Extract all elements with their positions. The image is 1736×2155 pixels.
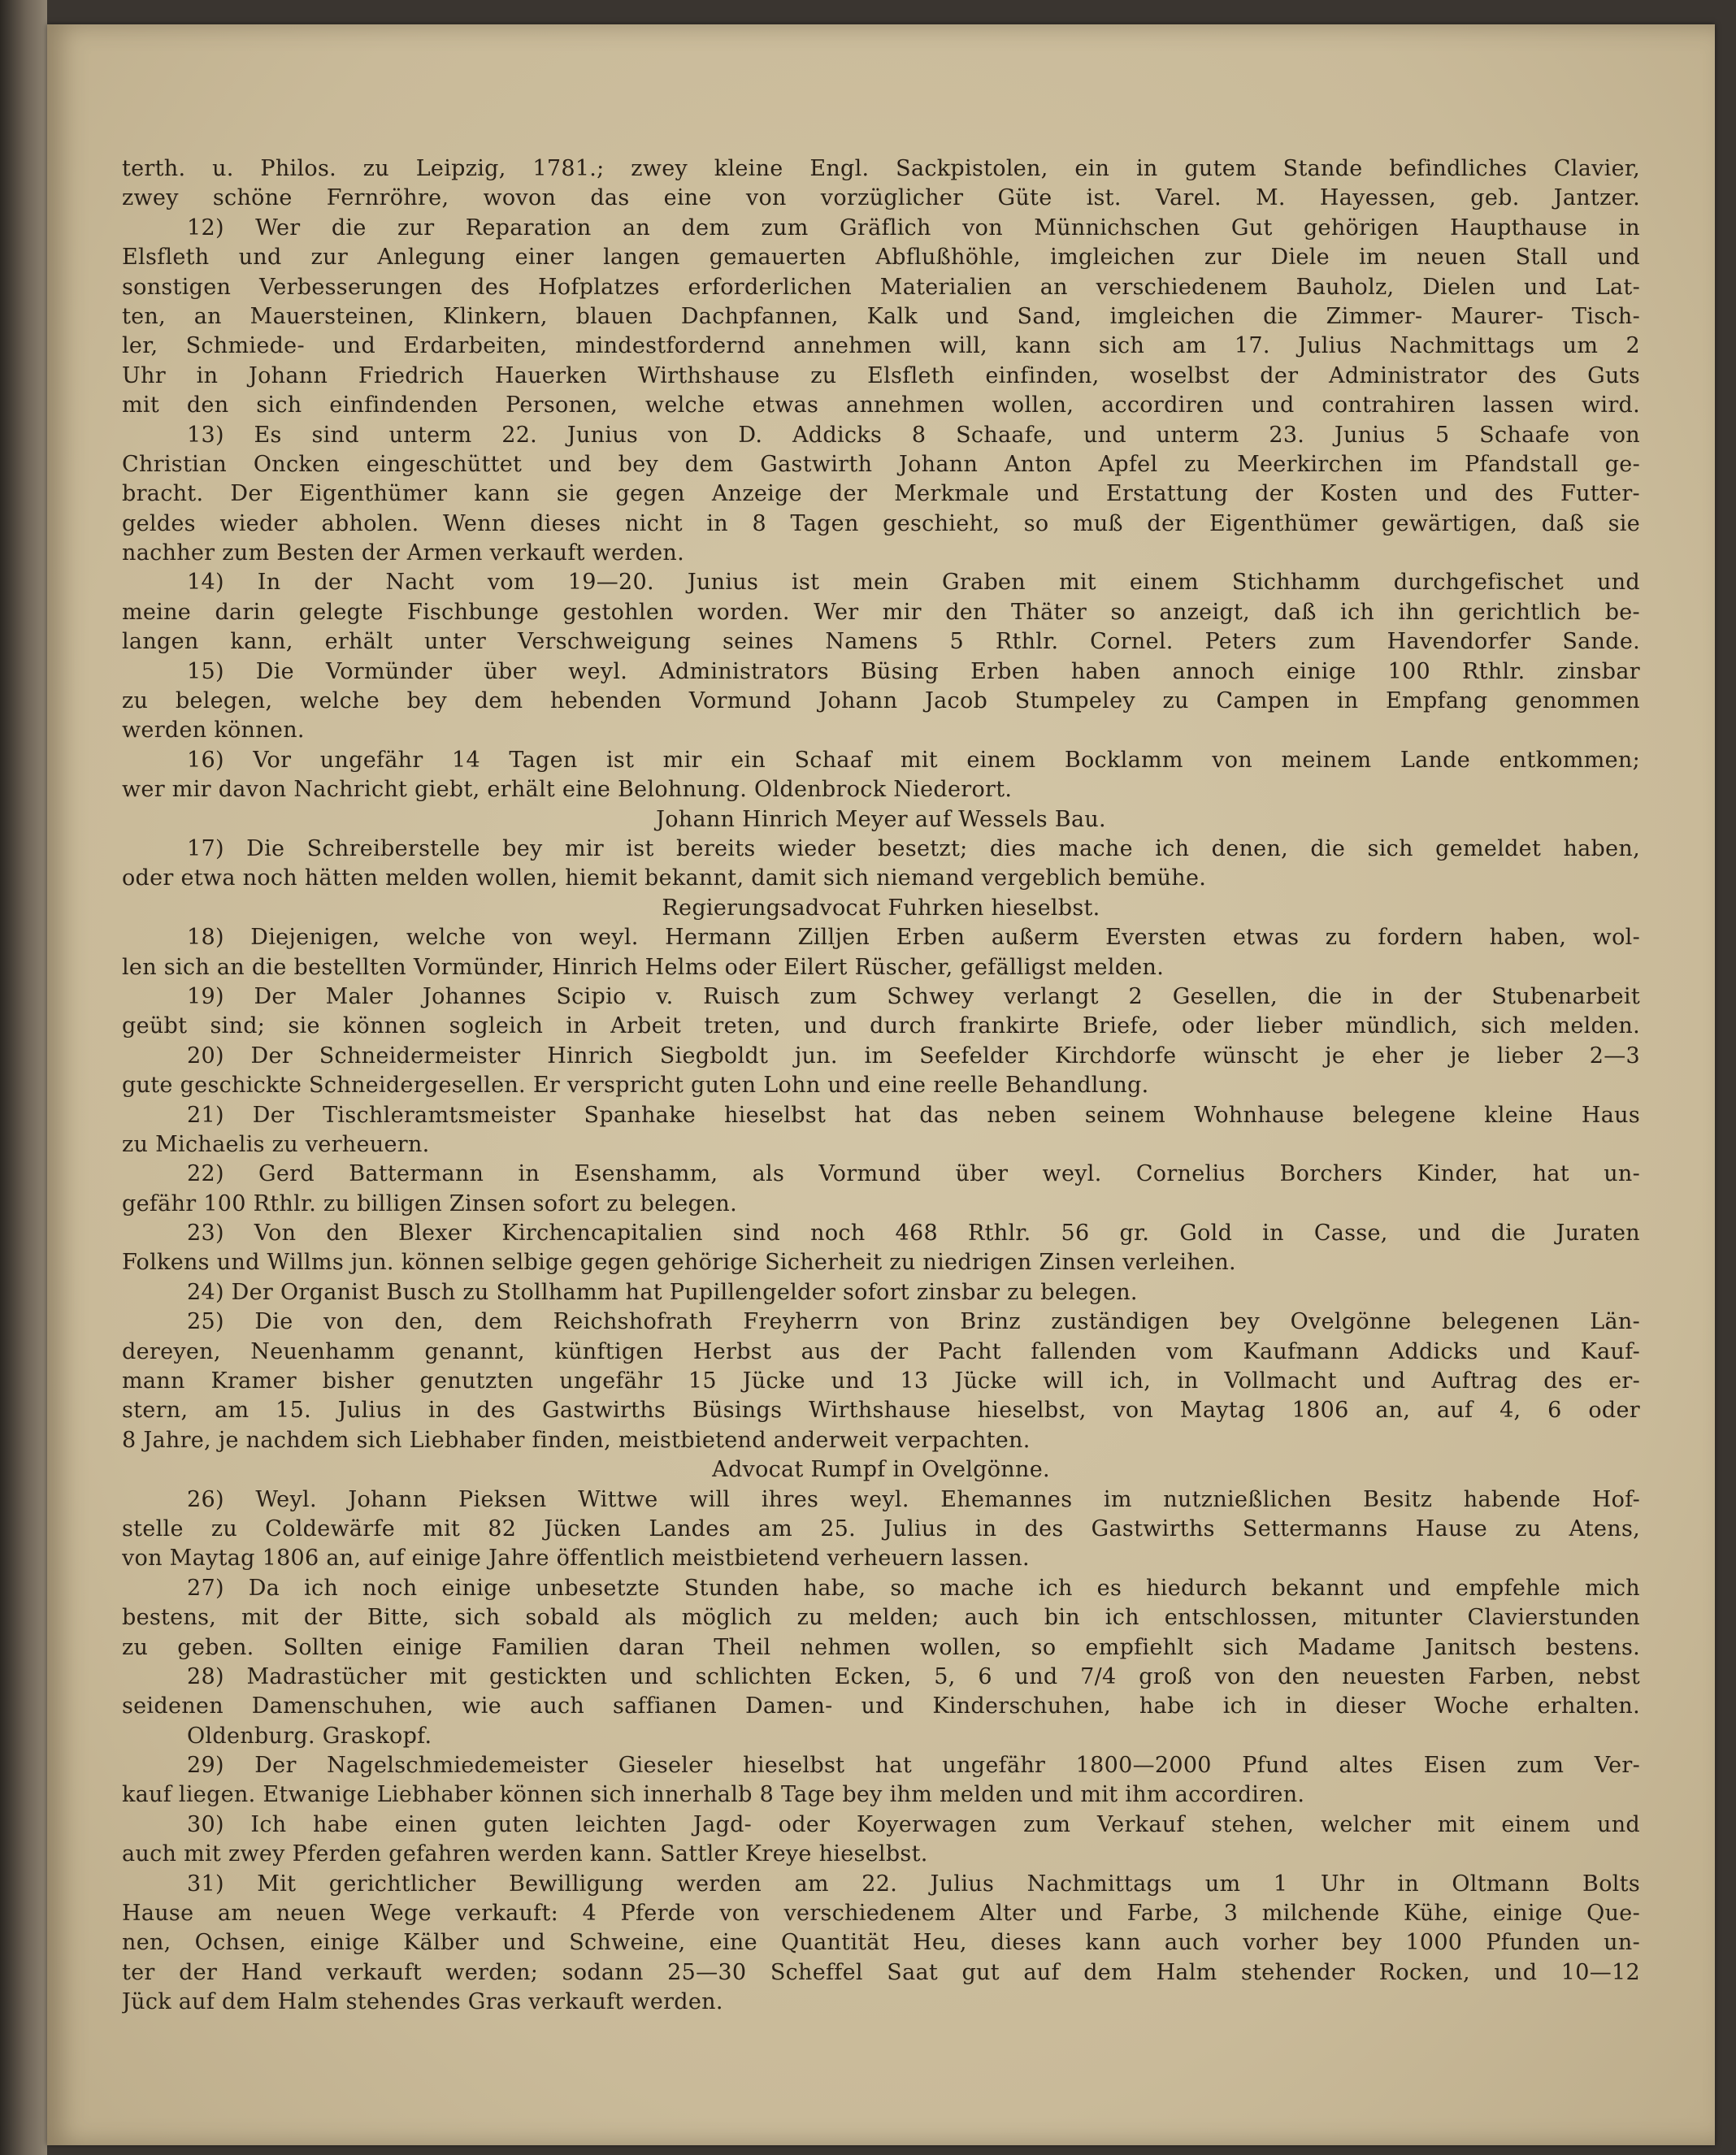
text-line: 26) Weyl. Johann Pieksen Wittwe will ihres weyl. Ehemannes im nutznießlichen Besitz habende Hof- — [187, 1486, 1640, 1512]
text-line: ten, an Mauersteinen, Klinkern, blauen Dachpfannen, Kalk und Sand, imgleichen die Zimmer- Maurer- Tisch- — [122, 303, 1640, 329]
text-line: werden können. — [122, 718, 305, 744]
text-line: 22) Gerd Battermann in Esenshamm, als Vormund über weyl. Cornelius Borchers Kinder, hat un- — [187, 1161, 1640, 1187]
text-line: stelle zu Coldewärfe mit 82 Jücken Landes am 25. Julius in des Gastwirths Settermanns Hause zu Atens, — [122, 1515, 1640, 1541]
text-line: bracht. Der Eigenthümer kann sie gegen Anzeige der Merkmale und Erstattung der Kosten und des Futter- — [122, 481, 1640, 507]
text-line: 13) Es sind unterm 22. Junius von D. Addicks 8 Schaafe, und unterm 23. Junius 5 Schaafe von — [187, 422, 1640, 448]
text-line: zu geben. Sollten einige Familien daran Theil nehmen wollen, so empfiehlt sich Madame Janitsch bestens. — [122, 1634, 1640, 1660]
text-line: 25) Die von den, dem Reichshofrath Freyherrn von Brinz zuständigen bey Ovelgönne belegenen Län- — [187, 1309, 1640, 1335]
text-line: 30) Ich habe einen guten leichten Jagd- oder Koyerwagen zum Verkauf stehen, welcher mit einem und — [187, 1811, 1640, 1837]
text-line: 28) Madrastücher mit gestickten und schlichten Ecken, 5, 6 und 7/4 groß von den neuesten Farben, nebst — [187, 1663, 1640, 1689]
page-text — [122, 154, 1640, 2018]
text-line: stern, am 15. Julius in des Gastwirths Büsings Wirthshause hieselbst, von Maytag 1806 an, auf 4, 6 oder — [122, 1398, 1640, 1424]
text-line: terth. u. Philos. zu Leipzig, 1781.; zwey kleine Engl. Sackpistolen, ein in gutem Stande befindliches Clavier, — [122, 156, 1640, 181]
text-line: 14) In der Nacht vom 19—20. Junius ist mein Graben mit einem Stichhamm durchgefischet und — [187, 570, 1640, 596]
text-line: langen kann, erhält unter Verschweigung seines Namens 5 Rthlr. Cornel. Peters zum Havendorfer Sande. — [122, 629, 1640, 655]
text-line: ter der Hand verkauft werden; sodann 25—30 Scheffel Saat gut auf dem Halm stehender Rocken, und 10—12 — [122, 1959, 1640, 1985]
text-line: 23) Von den Blexer Kirchencapitalien sind noch 468 Rthlr. 56 gr. Gold in Casse, und die Juraten — [187, 1221, 1640, 1247]
text-line: 29) Der Nagelschmiedemeister Gieseler hieselbst hat ungefähr 1800—2000 Pfund altes Eisen zum Ver- — [187, 1753, 1640, 1779]
text-line: nen, Ochsen, einige Kälber und Schweine, eine Quantität Heu, dieses kann auch vorher bey 1000 Pfunden un- — [122, 1930, 1640, 1956]
text-line: 20) Der Schneidermeister Hinrich Siegboldt jun. im Seefelder Kirchdorfe wünscht je eher je lieber 2—3 — [187, 1043, 1640, 1069]
text-line: zu belegen, welche bey dem hebenden Vormund Johann Jacob Stumpeley zu Campen in Empfang genommen — [122, 688, 1640, 714]
text-line: gute geschickte Schneidergesellen. Er verspricht guten Lohn und eine reelle Behandlung. — [122, 1073, 1149, 1099]
text-line: 21) Der Tischleramtsmeister Spanhake hieselbst hat das neben seinem Wohnhause belegene kleine Haus — [187, 1102, 1640, 1128]
book-spine-edge — [0, 0, 47, 2155]
text-line: seidenen Damenschuhen, wie auch saffianen Damen- und Kinderschuhen, habe ich in dieser Woche erhalten. — [122, 1693, 1640, 1719]
text-line: 27) Da ich noch einige unbesetzte Stunden habe, so mache ich es hiedurch bekannt und empfehle mich — [187, 1575, 1640, 1601]
text-line: ler, Schmiede- und Erdarbeiten, mindestfordernd annehmen will, kann sich am 17. Julius Nachmittags um 2 — [122, 333, 1640, 359]
text-line: 24) Der Organist Busch zu Stollhamm hat Pupillengelder sofort zinsbar zu belegen. — [187, 1279, 1138, 1305]
text-line: Folkens und Willms jun. können selbige gegen gehörige Sicherheit zu niedrigen Zinsen verleihen. — [122, 1250, 1236, 1276]
text-line: 12) Wer die zur Reparation an dem zum Gräflich von Münnichschen Gut gehörigen Haupthause in — [187, 215, 1640, 241]
text-line: zwey schöne Fernröhre, wovon das eine von vorzüglicher Güte ist. Varel. M. Hayessen, geb. Jantzer. — [122, 185, 1640, 211]
text-line: 19) Der Maler Johannes Scipio v. Ruisch zum Schwey verlangt 2 Gesellen, die in der Stubenarbeit — [187, 983, 1640, 1009]
text-line: wer mir davon Nachricht giebt, erhält eine Belohnung. Oldenbrock Niederort. — [122, 777, 1013, 803]
text-line: kauf liegen. Etwanige Liebhaber können sich innerhalb 8 Tage bey ihm melden und mit ihm accordiren. — [122, 1782, 1305, 1808]
text-line: bestens, mit der Bitte, sich sobald als möglich zu melden; auch bin ich entschlossen, mitunter Clavierstunden — [122, 1605, 1640, 1631]
text-line: 16) Vor ungefähr 14 Tagen ist mir ein Schaaf mit einem Bocklamm von meinem Lande entkommen; — [187, 747, 1640, 773]
text-line: 17) Die Schreiberstelle bey mir ist bereits wieder besetzt; dies mache ich denen, die sich gemeldet haben, — [187, 835, 1640, 861]
text-line: zu Michaelis zu verheuern. — [122, 1131, 430, 1157]
text-line: Regierungsadvocat Fuhrken hieselbst. — [662, 895, 1100, 921]
text-line: Jück auf dem Halm stehendes Gras verkauft werden. — [122, 1989, 723, 2015]
text-line: geldes wieder abholen. Wenn dieses nicht in 8 Tagen geschieht, so muß der Eigenthümer gewärtigen, daß sie — [122, 510, 1640, 536]
text-line: 8 Jahre, je nachdem sich Liebhaber finden, meistbietend anderweit verpachten. — [122, 1427, 1031, 1453]
text-line: 31) Mit gerichtlicher Bewilligung werden am 22. Julius Nachmittags um 1 Uhr in Oltmann Bolts — [187, 1871, 1640, 1897]
text-line: dereyen, Neuenhamm genannt, künftigen Herbst aus der Pacht fallenden vom Kaufmann Addicks und Kauf- — [122, 1338, 1640, 1364]
text-line: Hause am neuen Wege verkauft: 4 Pferde von verschiedenem Alter und Farbe, 3 milchende Kühe, einige Que- — [122, 1901, 1640, 1927]
text-line: Advocat Rumpf in Ovelgönne. — [712, 1457, 1050, 1483]
text-line: Elsfleth und zur Anlegung einer langen gemauerten Abflußhöhle, imgleichen zur Diele im neuen Stall und — [122, 245, 1640, 271]
document-page — [47, 24, 1715, 2145]
text-line: len sich an die bestellten Vormünder, Hinrich Helms oder Eilert Rüscher, gefälligst melden. — [122, 954, 1165, 980]
text-line: mit den sich einfindenden Personen, welche etwas annehmen wollen, accordiren und contrahiren lassen wird. — [122, 392, 1640, 418]
text-line: 15) Die Vormünder über weyl. Administrators Büsing Erben haben annoch einige 100 Rthlr. zinsbar — [187, 658, 1640, 684]
text-line: geübt sind; sie können sogleich in Arbeit treten, und durch frankirte Briefe, oder lieber mündlich, sich melden. — [122, 1013, 1640, 1039]
text-line: mann Kramer bisher genutzten ungefähr 15 Jücke und 13 Jücke will ich, in Vollmacht und Auftrag des er- — [122, 1368, 1640, 1394]
text-line: von Maytag 1806 an, auf einige Jahre öffentlich meistbietend verheuern lassen. — [122, 1546, 1030, 1572]
text-line: auch mit zwey Pferden gefahren werden kann. Sattler Kreye hieselbst. — [122, 1841, 928, 1867]
text-line: gefähr 100 Rthlr. zu billigen Zinsen sofort zu belegen. — [122, 1190, 738, 1216]
text-line: Oldenburg. Graskopf. — [187, 1723, 432, 1749]
text-line: meine darin gelegte Fischbunge gestohlen worden. Wer mir den Thäter so anzeigt, daß ich ihn gerichtlich be- — [122, 599, 1640, 625]
text-line: sonstigen Verbesserungen des Hofplatzes erforderlichen Materialien an verschiedenem Bauholz, Dielen und Lat- — [122, 274, 1640, 300]
text-line: 18) Diejenigen, welche von weyl. Hermann Zilljen Erben außerm Eversten etwas zu fordern haben, wol- — [187, 925, 1640, 951]
text-line: Johann Hinrich Meyer auf Wessels Bau. — [656, 806, 1106, 832]
text-line: Christian Oncken eingeschüttet und bey dem Gastwirth Johann Anton Apfel zu Meerkirchen im Pfandstall ge- — [122, 451, 1640, 477]
text-line: nachher zum Besten der Armen verkauft werden. — [122, 540, 684, 566]
text-line: oder etwa noch hätten melden wollen, hiemit bekannt, damit sich niemand vergeblich bemühe. — [122, 865, 1207, 891]
text-line: Uhr in Johann Friedrich Hauerken Wirthshause zu Elsfleth einfinden, woselbst der Administrator des Guts — [122, 362, 1640, 388]
